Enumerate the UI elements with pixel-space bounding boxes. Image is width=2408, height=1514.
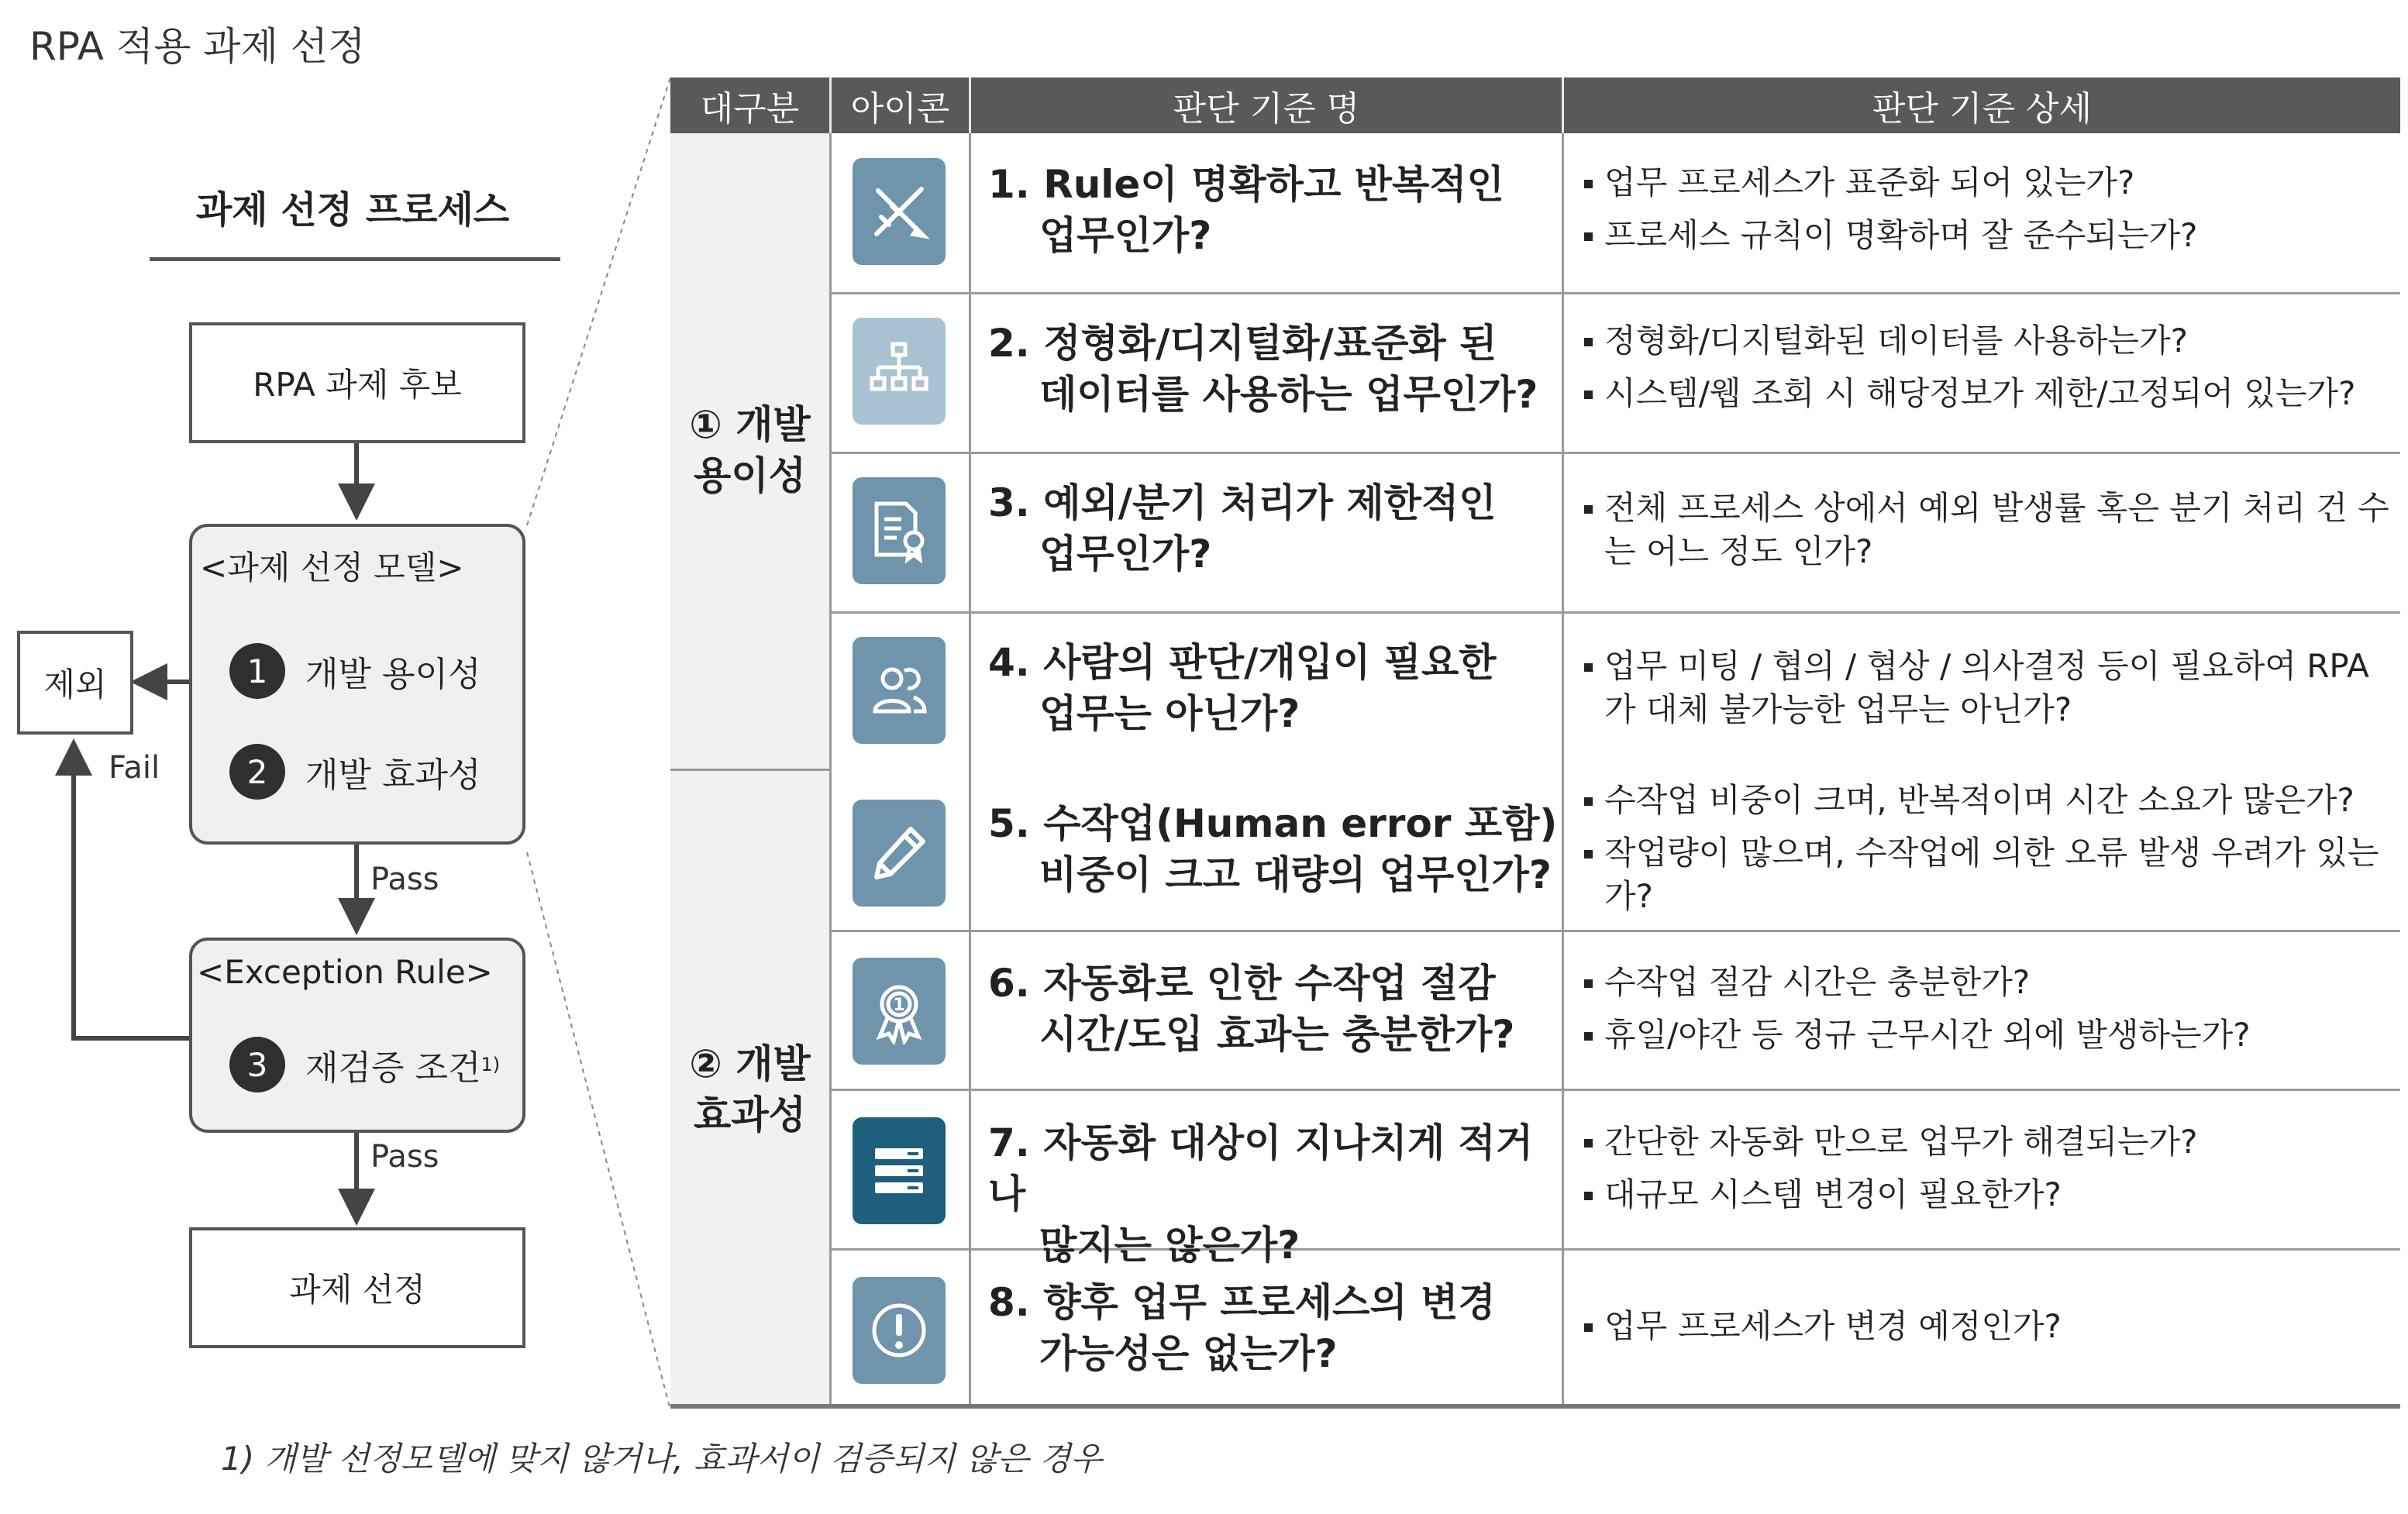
header-detail: 판단 기준 상세 — [1562, 77, 2400, 133]
category-ease-line1: ① 개발 — [689, 402, 811, 447]
hierarchy-icon — [853, 318, 946, 425]
svg-text:1: 1 — [893, 996, 905, 1015]
category-effect-line2: 효과성 — [694, 1092, 806, 1137]
detail-bullet: 간단한 자동화 만으로 업무가 해결되는가? — [1581, 1120, 2395, 1164]
criterion-5 — [988, 798, 1562, 900]
arrow-fail-loop — [74, 748, 189, 1038]
criterion-line1: 1. Rule이 명확하고 반복적인 — [988, 162, 1504, 207]
criterion-line2: 비중이 크고 대량의 업무인가? — [1039, 852, 1552, 897]
selected-label: 과제 선정 — [289, 1271, 425, 1309]
detail-4 — [1581, 645, 2395, 741]
criterion-line1: 2. 정형화/디지털화/표준화 된 — [988, 321, 1497, 366]
criterion-line1: 7. 자동화 대상이 지나치게 적거나 — [988, 1120, 1534, 1216]
detail-5 — [1581, 779, 2395, 927]
exception-rule-box — [189, 938, 525, 1133]
criterion-line1: 3. 예외/분기 처리가 제한적인 — [988, 480, 1497, 525]
step-label: 개발 효과성 — [305, 755, 481, 795]
criterion-8 — [988, 1277, 1562, 1379]
criterion-line1: 5. 수작업(Human error 포함) — [988, 801, 1558, 846]
header-criterion: 판단 기준 명 — [969, 77, 1562, 133]
detail-6 — [1581, 961, 2395, 1066]
zoom-guide-bottom — [527, 852, 670, 1410]
exclude-label: 제외 — [43, 666, 107, 704]
detail-bullet: 프로세스 규칙이 명확하며 잘 준수되는가? — [1581, 214, 2395, 257]
detail-2 — [1581, 319, 2395, 425]
step-number-badge: 3 — [229, 1037, 285, 1092]
criterion-line1: 6. 자동화로 인한 수작업 절감 — [988, 961, 1496, 1006]
category-effect — [670, 1038, 829, 1141]
col-divider — [829, 133, 832, 1406]
criterion-line2: 시간/도입 효과는 충분한가? — [1039, 1012, 1515, 1057]
fail-label: Fail — [109, 750, 160, 786]
ruler-pencil-icon — [853, 158, 946, 265]
step-number-badge: 2 — [229, 744, 285, 800]
criterion-line2: 업무는 아닌가? — [1039, 691, 1300, 736]
detail-bullet: 업무 프로세스가 표준화 되어 있는가? — [1581, 161, 2395, 205]
step-label: 개발 용이성 — [305, 655, 481, 694]
alert-circle-icon — [853, 1277, 946, 1384]
criterion-1 — [988, 159, 1562, 261]
row-divider — [829, 930, 2400, 932]
row-divider — [829, 611, 2400, 614]
selection-model-box — [189, 524, 525, 845]
detail-7 — [1581, 1120, 2395, 1226]
model-step-1 — [229, 643, 481, 699]
exclude-box — [17, 631, 133, 735]
criterion-line1: 8. 향후 업무 프로세스의 변경 — [988, 1280, 1496, 1325]
detail-bullet: 업무 프로세스가 변경 예정인가? — [1581, 1305, 2395, 1348]
category-ease-line2: 용이성 — [694, 453, 806, 498]
selected-box — [189, 1227, 525, 1348]
process-heading: 과제 선정 프로세스 — [195, 188, 510, 232]
header-category: 대구분 — [670, 77, 829, 133]
category-ease — [670, 399, 829, 501]
pass-label-2: Pass — [370, 1139, 439, 1175]
criterion-7 — [988, 1117, 1562, 1271]
detail-8 — [1581, 1305, 2395, 1357]
detail-bullet: 시스템/웹 조회 시 해당정보가 제한/고정되어 있는가? — [1581, 372, 2395, 415]
footnote-marker: 1) — [481, 1054, 501, 1075]
detail-bullet: 업무 미팅 / 협의 / 협상 / 의사결정 등이 필요하여 RPA가 대체 불가능한 업무는 아닌가? — [1581, 645, 2395, 731]
row-divider — [829, 292, 2400, 294]
category-effect-line1: ② 개발 — [689, 1041, 811, 1086]
criterion-2 — [988, 318, 1562, 420]
model-step-2 — [229, 744, 481, 800]
detail-bullet: 정형화/디지털화된 데이터를 사용하는가? — [1581, 319, 2395, 363]
page-title: RPA 적용 과제 선정 — [29, 24, 366, 69]
criterion-line2: 데이터를 사용하는 업무인가? — [1039, 372, 1538, 417]
criterion-line2: 업무인가? — [1039, 213, 1212, 258]
detail-1 — [1581, 161, 2395, 267]
exception-step-3 — [229, 1037, 500, 1092]
detail-3 — [1581, 487, 2395, 583]
people-icon — [853, 637, 946, 744]
col-divider — [1562, 133, 1564, 1406]
zoom-guide-top — [527, 77, 670, 525]
detail-bullet: 전체 프로세스 상에서 예외 발생률 혹은 분기 처리 건 수는 어느 정도 인가? — [1581, 487, 2395, 573]
server-icon — [853, 1117, 946, 1224]
detail-bullet: 수작업 비중이 크며, 반복적이며 시간 소요가 많은가? — [1581, 779, 2395, 822]
detail-bullet: 대규모 시스템 변경이 필요한가? — [1581, 1173, 2395, 1216]
step-number-badge: 1 — [229, 643, 285, 699]
detail-bullet: 수작업 절감 시간은 충분한가? — [1581, 961, 2395, 1004]
criterion-line1: 4. 사람의 판단/개입이 필요한 — [988, 640, 1497, 685]
criterion-line2: 업무인가? — [1039, 532, 1212, 576]
exception-title: <Exception Rule> — [197, 953, 493, 991]
col-divider — [969, 133, 971, 1406]
criterion-4 — [988, 637, 1562, 739]
row-divider — [829, 452, 2400, 454]
document-certificate-icon — [853, 477, 946, 584]
award-badge-icon — [853, 958, 946, 1065]
criterion-line2: 가능성은 없는가? — [1039, 1331, 1338, 1376]
criterion-line2: 많지는 않은가? — [1039, 1223, 1300, 1268]
criterion-3 — [988, 477, 1562, 580]
table-bottom-border — [670, 1404, 2400, 1409]
row-divider — [829, 1089, 2400, 1091]
candidate-box — [189, 322, 525, 443]
pass-label-1: Pass — [370, 862, 439, 897]
category-divider — [670, 769, 829, 771]
footnote: 1) 개발 선정모델에 맞지 않거나, 효과서이 검증되지 않은 경우 — [221, 1440, 1102, 1478]
step-label: 재검증 조건 — [305, 1048, 481, 1088]
header-icon: 아이콘 — [829, 77, 969, 133]
candidate-label: RPA 과제 후보 — [253, 366, 462, 404]
criterion-6 — [988, 958, 1562, 1060]
detail-bullet: 휴일/야간 등 정규 근무시간 외에 발생하는가? — [1581, 1013, 2395, 1057]
pencil-icon — [853, 800, 946, 907]
model-title: <과제 선정 모델> — [200, 549, 464, 587]
detail-bullet: 작업량이 많으며, 수작업에 의한 오류 발생 우려가 있는가? — [1581, 831, 2395, 918]
